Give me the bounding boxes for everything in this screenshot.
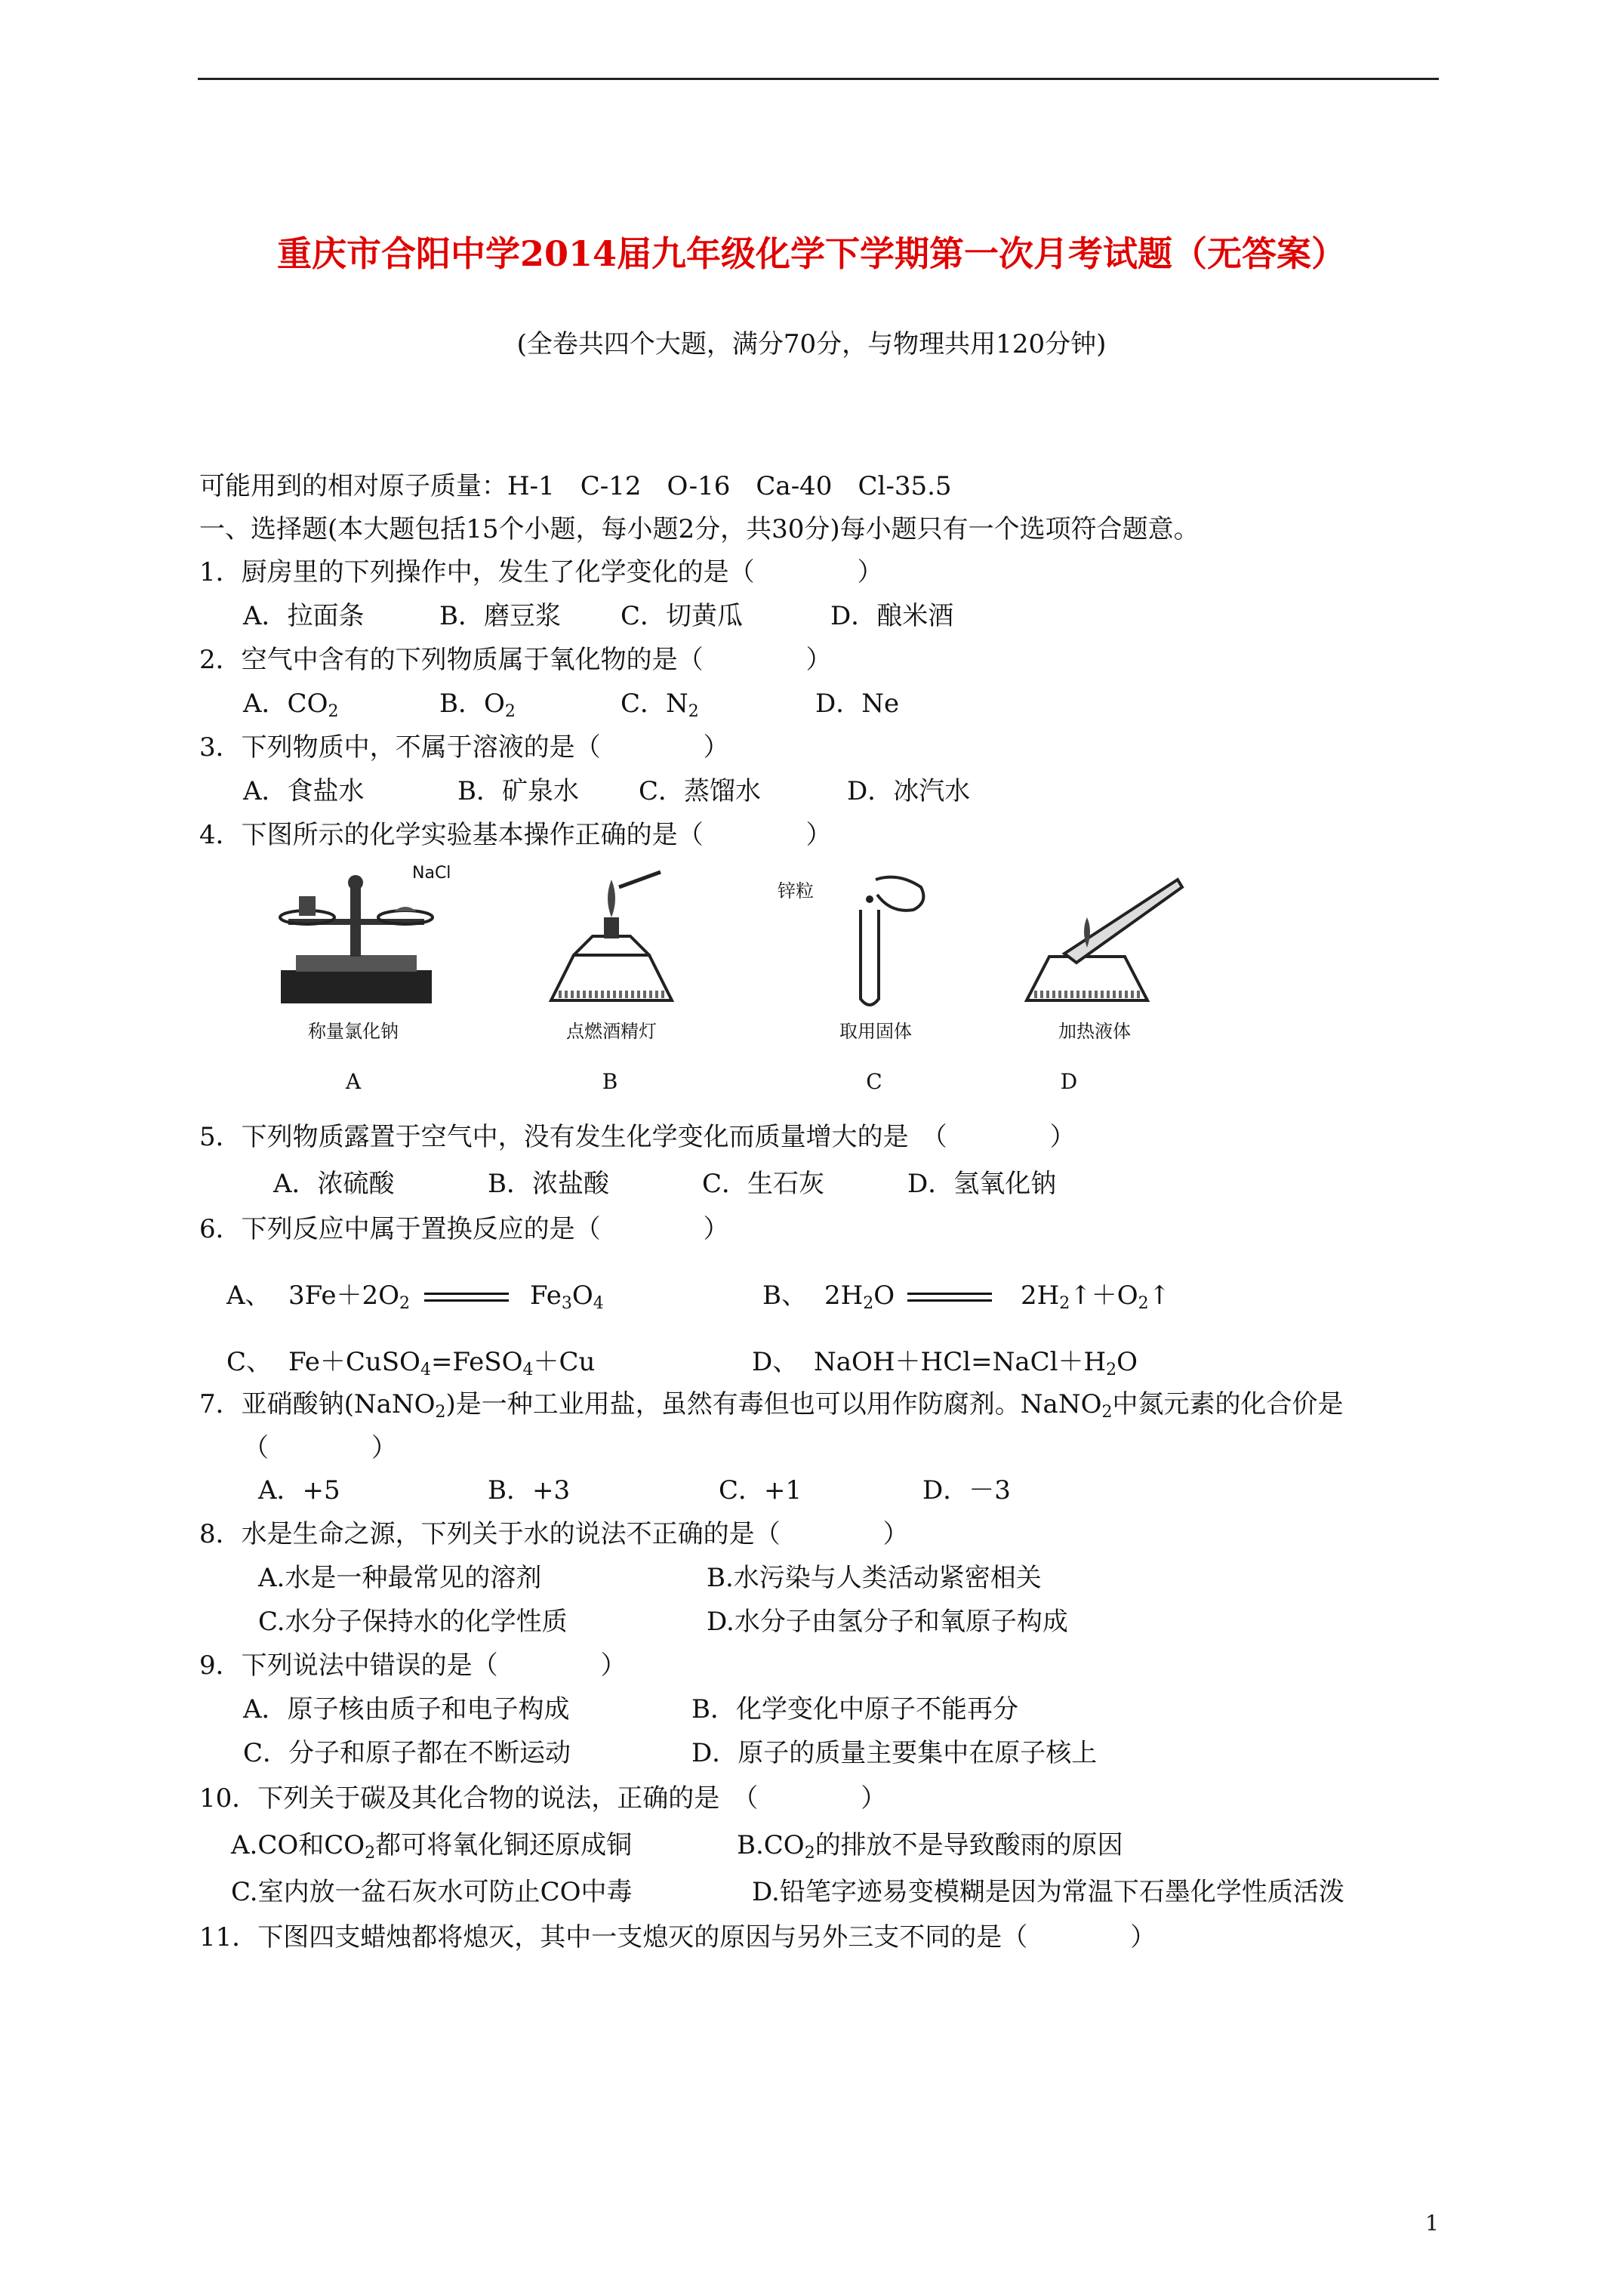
question-7: 7．亚硝酸钠(NaNO$_2$)是一种工业用盐，虽然有毒但也可以用作防腐剂。NaNO$_2$中氮元素的化合价是 xyxy=(199,1389,1344,1422)
q9-option-a: A．原子核由质子和电子构成 xyxy=(243,1694,570,1724)
zinc-tag: 锌粒 xyxy=(778,880,814,901)
q6-option-a-lhs: $3Fe+2O_2$ xyxy=(288,1281,410,1313)
q8-option-b: B.水污染与人类活动紧密相关 xyxy=(707,1563,1042,1593)
q6-option-a-rhs: $Fe_3O_4$ xyxy=(530,1281,604,1313)
figure-b-letter: B xyxy=(602,1069,618,1094)
q6-option-c-label: C、 xyxy=(226,1347,273,1377)
q6-option-d: $NaOH+HCl=NaCl+H_2O$ xyxy=(814,1347,1138,1379)
section-heading: 一、选择题(本大题包括15个小题，每小题2分，共30分)每小题只有一个选项符合题意。 xyxy=(199,514,1200,544)
question-9: 9．下列说法中错误的是（ ） xyxy=(199,1650,627,1681)
q10-option-a: A.CO和$CO_2$都可将氧化铜还原成铜 xyxy=(231,1830,633,1863)
q9-option-c: C．分子和原子都在不断运动 xyxy=(243,1738,571,1768)
header-rule xyxy=(198,78,1439,80)
document-title: 重庆市合阳中学2014届九年级化学下学期第一次月考试题（无答案） xyxy=(276,233,1347,274)
question-5: 5．下列物质露置于空气中，没有发生化学变化而质量增大的是 （ ） xyxy=(199,1122,1076,1152)
q10-option-c: C.室内放一盆石灰水可防止CO中毒 xyxy=(231,1877,633,1907)
q6-option-d-label: D、 xyxy=(752,1347,799,1377)
q2-option-b: B．$O_2$ xyxy=(439,689,516,721)
q3-option-b: B．矿泉水 xyxy=(457,776,579,806)
q10-option-d: D.铅笔字迹易变模糊是因为常温下石墨化学性质活泼 xyxy=(752,1877,1344,1907)
q1-option-a: A．拉面条 xyxy=(243,601,365,631)
q6-option-b-lhs: $2H_2O$ xyxy=(824,1281,895,1313)
q5-option-b: B．浓盐酸 xyxy=(488,1169,609,1199)
page-number: 1 xyxy=(1425,2211,1439,2236)
heating-liquid-figure xyxy=(1004,864,1185,1015)
q6-option-c: Fe＋CuSO$_4$=FeSO$_4$＋Cu xyxy=(288,1347,596,1379)
q5-option-c: C．生石灰 xyxy=(702,1169,825,1199)
figure-d-letter: D xyxy=(1060,1069,1078,1094)
q3-option-a: A．食盐水 xyxy=(243,776,365,806)
q6-option-a-label: A、 xyxy=(226,1281,271,1311)
balance-figure xyxy=(266,864,447,1015)
figure-c-caption: 取用固体 xyxy=(839,1021,912,1042)
question-6: 6．下列反应中属于置换反应的是（ ） xyxy=(199,1214,729,1244)
q9-option-b: B．化学变化中原子不能再分 xyxy=(691,1694,1018,1724)
figure-d-caption: 加热液体 xyxy=(1058,1021,1131,1042)
q7-option-a: A．+5 xyxy=(258,1475,340,1505)
figure-a-caption: 称量氯化钠 xyxy=(308,1021,399,1042)
question-8: 8．水是生命之源，下列关于水的说法不正确的是（ ） xyxy=(199,1519,909,1549)
figure-c-letter: C xyxy=(866,1069,882,1094)
equals-sign xyxy=(907,1293,992,1302)
q6-option-b-label: B、 xyxy=(762,1281,807,1311)
q8-option-d: D.水分子由氢分子和氧原子构成 xyxy=(707,1607,1068,1637)
question-1: 1．厨房里的下列操作中，发生了化学变化的是（ ） xyxy=(199,557,883,587)
q1-option-d: D．酿米酒 xyxy=(830,601,954,631)
nacl-tag: NaCl xyxy=(412,864,451,883)
question-11: 11．下图四支蜡烛都将熄灭，其中一支熄灭的原因与另外三支不同的是（ ） xyxy=(199,1922,1156,1952)
q7-option-d: D．－3 xyxy=(922,1475,1011,1505)
q7-answer-paren: （ ） xyxy=(243,1433,397,1463)
question-2: 2．空气中含有的下列物质属于氧化物的是（ ） xyxy=(199,645,832,675)
q6-option-b-rhs: $2H_2↑+O_2↑$ xyxy=(1021,1281,1171,1313)
q5-option-a: A．浓硫酸 xyxy=(273,1169,395,1199)
q3-option-d: D．冰汽水 xyxy=(847,776,971,806)
q1-option-b: B．磨豆浆 xyxy=(439,601,561,631)
q3-option-c: C．蒸馏水 xyxy=(639,776,762,806)
q7-option-b: B．+3 xyxy=(488,1475,571,1505)
question-3: 3．下列物质中，不属于溶液的是（ ） xyxy=(199,732,729,763)
q5-option-d: D．氢氧化钠 xyxy=(907,1169,1057,1199)
q1-option-c: C．切黄瓜 xyxy=(621,601,744,631)
q9-option-d: D．原子的质量主要集中在原子核上 xyxy=(691,1738,1098,1768)
q7-option-c: C．+1 xyxy=(719,1475,802,1505)
q8-option-a: A.水是一种最常见的溶剂 xyxy=(258,1563,542,1593)
q2-option-d: D．Ne xyxy=(815,689,900,719)
question-10: 10．下列关于碳及其化合物的说法，正确的是 （ ） xyxy=(199,1783,887,1814)
q8-option-c: C.水分子保持水的化学性质 xyxy=(258,1607,568,1637)
exam-info: (全卷共四个大题，满分70分，与物理共用120分钟) xyxy=(516,329,1107,359)
q2-option-a: A．$CO_2$ xyxy=(243,689,339,721)
alcohol-lamp-figure xyxy=(528,864,694,1015)
figure-a-letter: A xyxy=(345,1069,362,1094)
q2-option-c: C．$N_2$ xyxy=(621,689,699,721)
q10-option-b: $B.CO_2$的排放不是导致酸雨的原因 xyxy=(737,1830,1123,1863)
question-4: 4．下图所示的化学实验基本操作正确的是（ ） xyxy=(199,820,832,850)
equals-sign xyxy=(424,1293,509,1302)
figure-b-caption: 点燃酒精灯 xyxy=(566,1021,657,1042)
atomic-masses: 可能用到的相对原子质量：H-1 C-12 O-16 Ca-40 Cl-35.5 xyxy=(199,471,952,501)
